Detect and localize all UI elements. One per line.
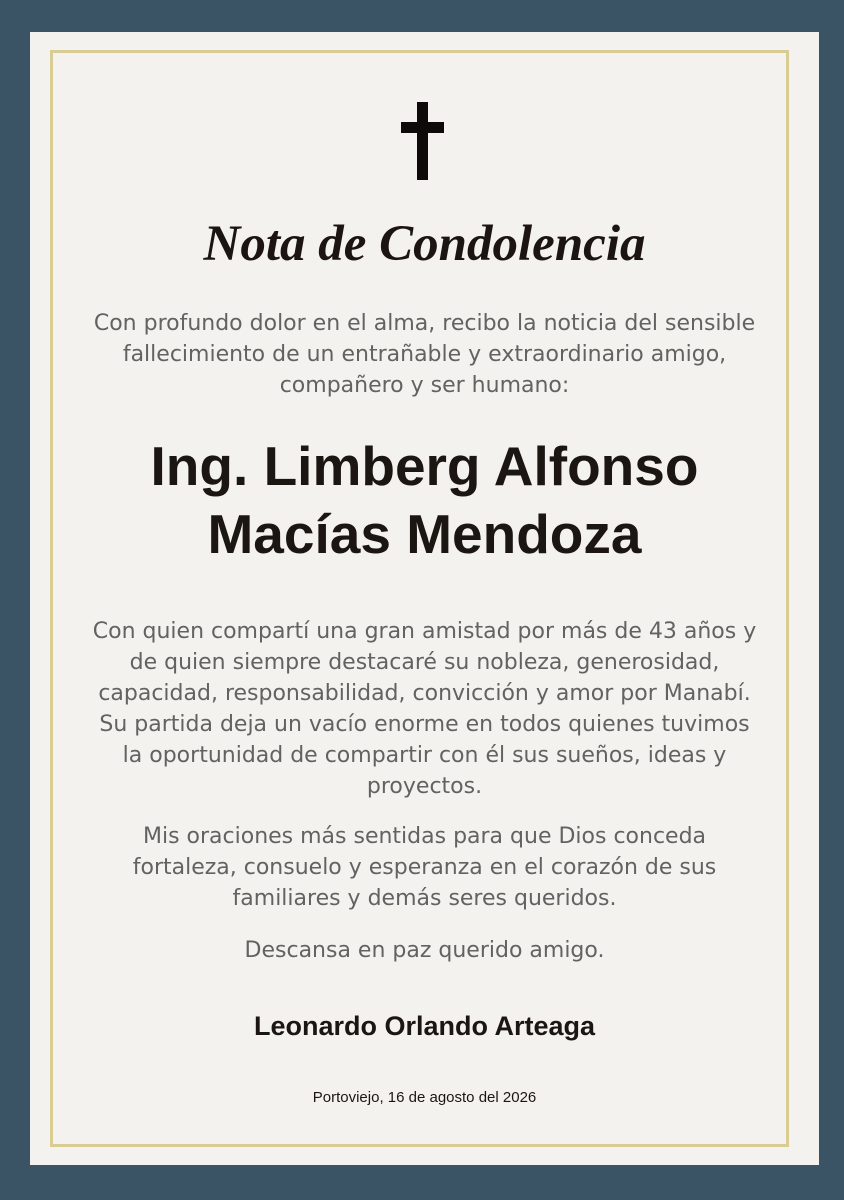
place-and-date: Portoviejo, 16 de agosto del 2026 <box>312 1089 537 1106</box>
honoree-name-line-1: Ing. Limberg Alfonso <box>150 435 699 497</box>
honoree-name-line-2: Macías Mendoza <box>207 503 642 565</box>
closing-line: Descansa en paz querido amigo. <box>244 938 605 963</box>
condolence-note <box>30 32 819 1165</box>
friendship-paragraph: Con quien compartí una gran amistad por más de 43 años y de quien siempre destacaré su nobleza, generosidad, capacidad, responsabilidad, convicción y amor por Manabí. Su partida deja un vacío enorme en todos quienes tuvimos la oportunidad de compartir con él sus sueños, ideas y proyectos. <box>92 619 757 799</box>
cross-icon <box>30 102 819 180</box>
honoree-name <box>40 432 809 568</box>
note-title: Nota de Condolencia <box>203 216 646 272</box>
signature: Leonardo Orlando Arteaga <box>253 1011 596 1041</box>
prayer-paragraph: Mis oraciones más sentidas para que Dios conceda fortaleza, consuelo y esperanza en el corazón de sus familiares y demás seres queridos. <box>132 824 717 911</box>
intro-paragraph: Con profundo dolor en el alma, recibo la noticia del sensible fallecimiento de un entrañable y extraordinario amigo, compañero y ser humano: <box>93 311 756 398</box>
